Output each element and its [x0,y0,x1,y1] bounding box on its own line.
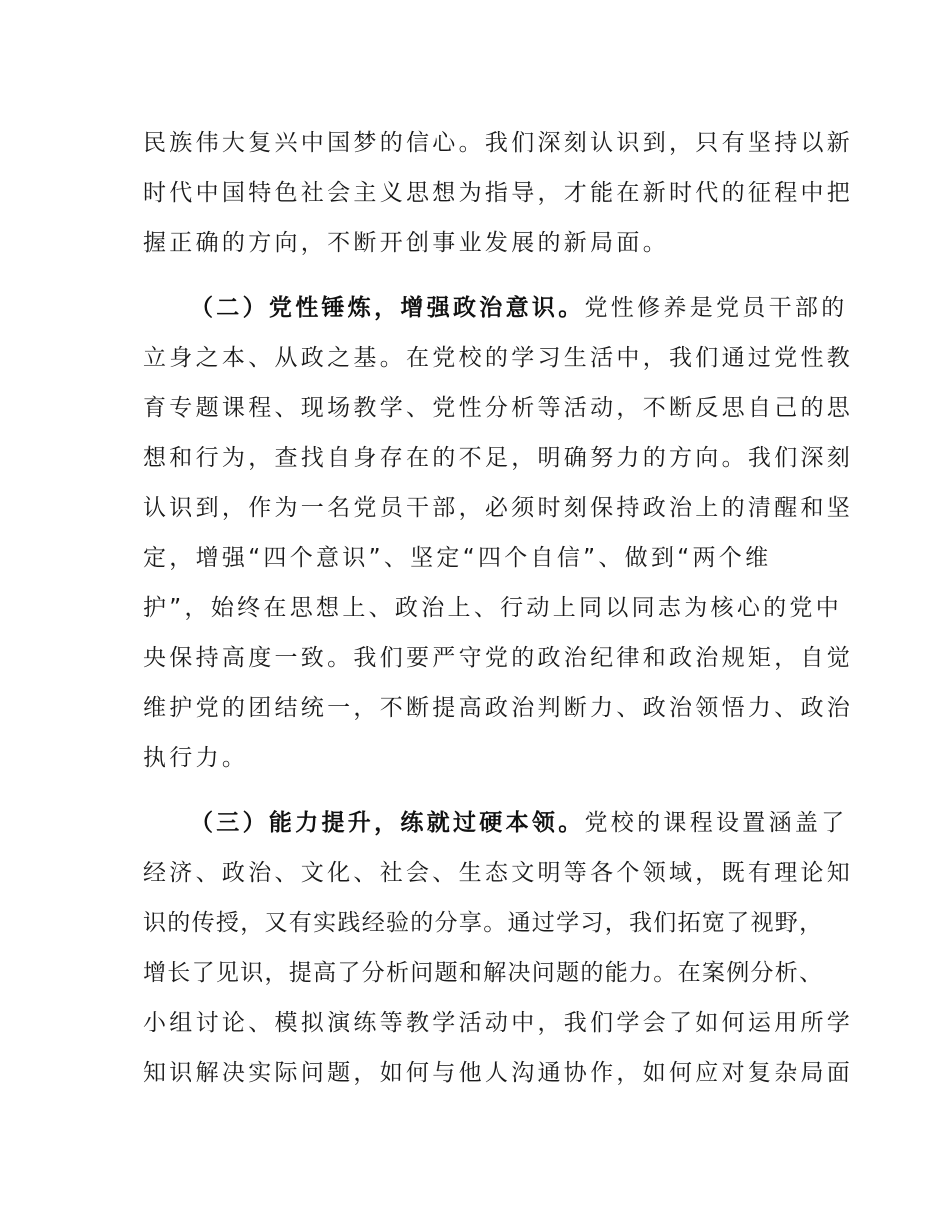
paragraph-line: 育专题课程、现场教学、党性分析等活动，不断反思自己的思 [143,395,854,421]
paragraph-line: 民族伟大复兴中国梦的信心。我们深刻认识到，只有坚持以新 [143,130,854,156]
section-3-first-line [190,803,848,843]
section-2-first-line-text: 党性修养是党员干部的 [584,295,848,321]
paragraph-line: 握正确的方向，不断开创事业发展的新局面。 [143,230,669,256]
paragraph-line: 护”，始终在思想上、政治上、行动上同以同志为核心的党中 [143,595,843,621]
section-2-first-line [190,288,848,328]
paragraph-line: 央保持高度一致。我们要严守党的政治纪律和政治规矩，自觉 [143,645,854,671]
paragraph-line: 维护党的团结统一，不断提高政治判断力、政治领悟力、政治 [143,695,854,721]
paragraph-line: 想和行为，查找自身存在的不足，明确努力的方向。我们深刻 [143,445,854,471]
paragraph-line: 立身之本、从政之基。在党校的学习生活中，我们通过党性教 [143,345,854,371]
paragraph-line: 经济、政治、文化、社会、生态文明等各个领域，既有理论知 [143,860,854,886]
paragraph-line: 增长了见识，提高了分析问题和解决问题的能力。在案例分析、 [143,960,824,986]
section-3-first-line-text: 党校的课程设置涵盖了 [584,810,848,836]
paragraph-line: 小组讨论、模拟演练等教学活动中，我们学会了如何运用所学 [143,1010,854,1036]
paragraph-line: 知识解决实际问题，如何与他人沟通协作，如何应对复杂局面 [143,1060,854,1086]
paragraph-line: 定，增强“四个意识”、坚定“四个自信”、做到“两个维 [143,545,772,571]
paragraph-line: 执行力。 [143,745,249,771]
section-3-heading: （三）能力提升，练就过硬本领。 [190,810,585,836]
paragraph-line: 时代中国特色社会主义思想为指导，才能在新时代的征程中把 [143,180,854,206]
section-2-heading: （二）党性锤炼，增强政治意识。 [190,295,585,321]
paragraph-line: 识的传授，又有实践经验的分享。通过学习，我们拓宽了视野， [143,910,824,936]
paragraph-line: 认识到，作为一名党员干部，必须时刻保持政治上的清醒和坚 [143,495,854,521]
